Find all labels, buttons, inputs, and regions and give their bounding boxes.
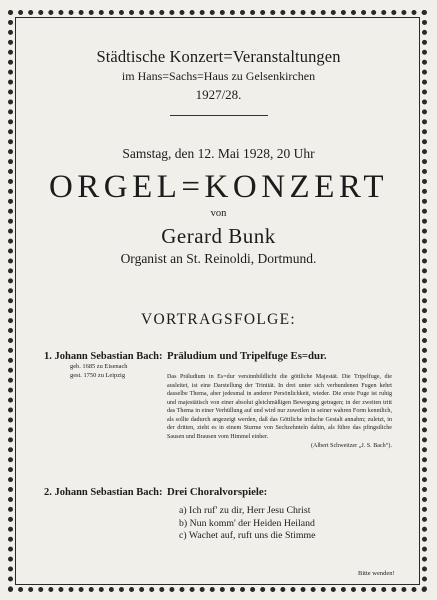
list-item: a) Ich ruf' zu dir, Herr Jesu Christ — [179, 505, 311, 516]
chorale-list — [179, 505, 392, 543]
venue-line: im Hans=Sachs=Haus zu Gelsenkirchen — [121, 69, 316, 83]
list-item: c) Wachet auf, ruft uns die Stimme — [179, 530, 316, 541]
item-work-block — [167, 350, 392, 451]
header-divider — [170, 115, 268, 116]
item-composer-block — [44, 350, 179, 380]
work-title: Präludium und Tripelfuge Es=dur. — [167, 350, 327, 362]
quote-source: (Albert Schweitzer „J. S. Bach“). — [310, 443, 392, 450]
turn-page-note: Bitte wenden! — [358, 570, 395, 577]
composer-birth: geb. 1685 zu Eisenach — [70, 363, 128, 370]
event-date: Samstag, den 12. Mai 1928, 20 Uhr — [122, 146, 315, 161]
item-work-block — [167, 486, 392, 543]
performer-role: Organist an St. Reinoldi, Dortmund. — [120, 251, 317, 266]
page-content — [22, 30, 415, 582]
by-line: von — [210, 208, 227, 219]
work-description: Das Präludium in Es=dur versinnbildlicht die göttliche Majestät. Die Tripelfuge, die ausleitet, ist eine Darstellung der Trinität. In drei unter sich verbundenen Fugen kehrt dasselbe Thema, aber jedesmal in anderer Persönlichkeit, wieder. Die erste Fuge ist ruhig und majestätisch von einer absolut gleichmäßigen Bewegung getragen; in der zweiten tritt das Thema in einer Verhüllung auf und wird nur zuweilen in seiner wahren Form kenntlich, als sollte dadurch angezeigt werden, daß das Göttliche irdische Gestalt annahm; zuletzt, in der dritten, zieht es in einem Sturme von Sechzehnteln dahin, als führe das pfingstliche Sausen und Brausen vom Himmel einher. — [167, 374, 392, 440]
item-composer: 2. Johann Sebastian Bach: — [44, 487, 163, 498]
concert-title: ORGEL=KONZERT — [48, 169, 389, 205]
composer-death: gest. 1750 zu Leipzig — [70, 371, 126, 379]
item-composer: 1. Johann Sebastian Bach: — [44, 351, 163, 362]
work-title: Drei Choralvorspiele: — [167, 486, 268, 498]
list-item: b) Nun komm' der Heiden Heiland — [179, 517, 315, 529]
organizer-heading: Städtische Konzert=Veranstaltungen — [96, 47, 341, 66]
season-line: 1927/28. — [195, 87, 242, 102]
programme-heading: VORTRAGSFOLGE: — [140, 311, 297, 328]
performer-name: Gerard Bunk — [161, 224, 276, 248]
item-composer-block — [44, 486, 179, 499]
